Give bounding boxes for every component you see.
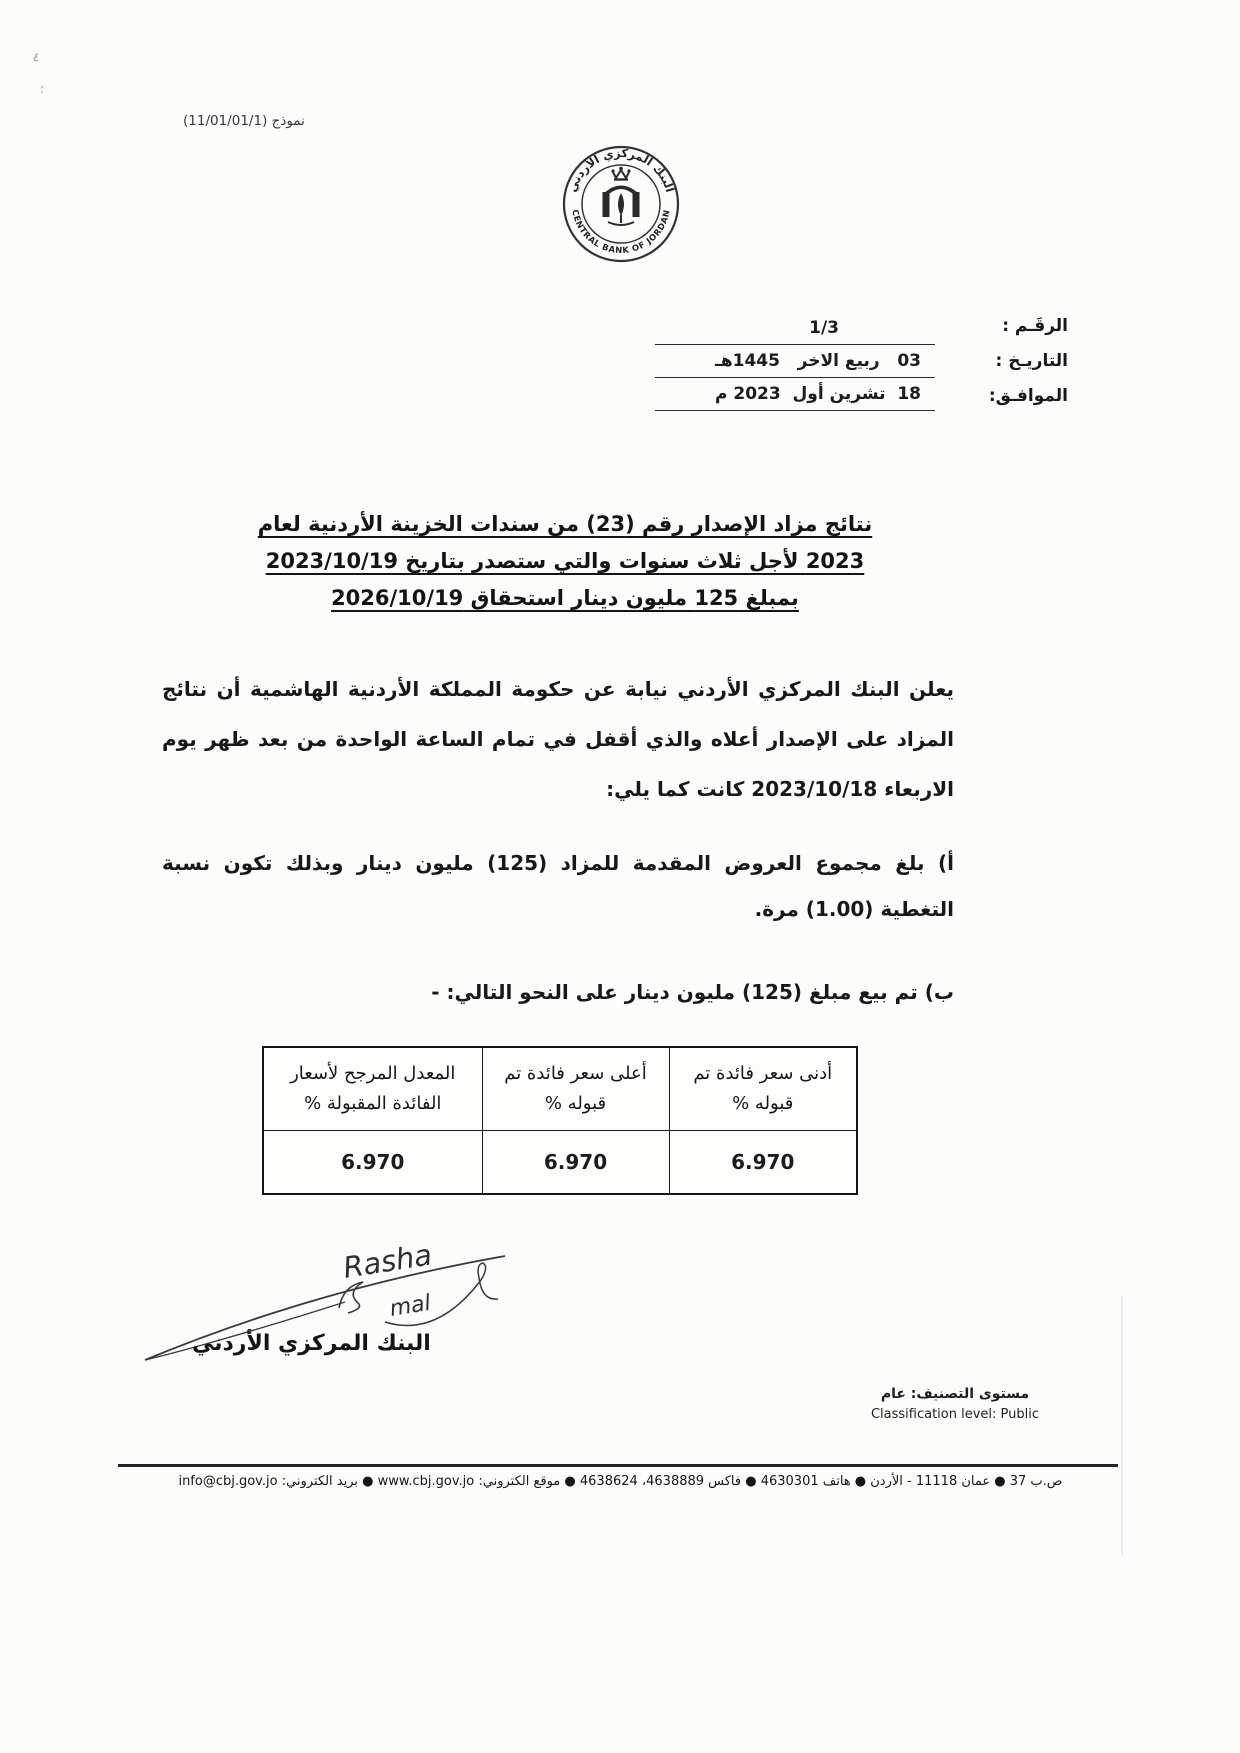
- seal-graphic: [558, 141, 684, 267]
- intro-paragraph: يعلن البنك المركزي الأردني نيابة عن حكومة المملكة الأردنية الهاشمية أن نتائج المزاد على الإصدار أعلاه والذي أقفل في تمام الساعة الواحدة من بعد ظهر يوم الاربعاء 2023/10/18 كانت كما يلي:: [162, 677, 954, 801]
- gregorian-day: 18: [897, 384, 921, 404]
- header-max-rate: أعلى سعر فائدة تم قبوله %: [482, 1047, 669, 1131]
- ref-number-row: [655, 312, 935, 345]
- hijri-day: 03: [897, 351, 921, 371]
- scan-line-artifact: [1121, 1296, 1123, 1556]
- scan-artifact: ؛: [40, 82, 44, 96]
- classification-block: [860, 1386, 1050, 1422]
- signature-second-name: mal: [388, 1290, 433, 1322]
- footer-divider: [118, 1464, 1118, 1467]
- ref-hijri-date-row: [655, 345, 935, 378]
- table-row: [263, 1131, 857, 1195]
- form-number: نموذج (11/01/01/1): [183, 113, 305, 129]
- ref-gregorian-date-row: [655, 378, 935, 411]
- signing-entity: البنك المركزي الأردني: [192, 1331, 431, 1356]
- table-header-row: [263, 1047, 857, 1131]
- header-weighted-avg-rate: المعدل المرجح لأسعار الفائدة المقبولة %: [263, 1047, 482, 1131]
- hijri-year: 1445هـ: [715, 351, 780, 371]
- scan-artifact: ٤: [31, 49, 41, 65]
- seal-english-name: CENTRAL BANK OF JORDAN: [570, 208, 672, 256]
- gregorian-year: 2023 م: [715, 384, 781, 404]
- hijri-month: ربيع الاخر: [797, 351, 880, 371]
- auction-results-table: [262, 1046, 858, 1195]
- header-min-rate: أدنى سعر فائدة تم قبوله %: [669, 1047, 857, 1131]
- title-line-3: بمبلغ 125 مليون دينار استحقاق 2026/10/19: [331, 586, 799, 610]
- seal-arabic-name: البنك المركزي الأردني: [564, 145, 678, 194]
- ref-number-label: الرقَـم :: [1002, 316, 1068, 336]
- gregorian-month: تشرين أول: [792, 384, 886, 404]
- item-b-line: ب) تم بيع مبلغ (125) مليون دينار على النحو التالي: -: [431, 980, 954, 1004]
- ref-date-label: التاريـخ :: [995, 351, 1068, 371]
- value-min-rate: 6.970: [669, 1131, 857, 1195]
- value-weighted-avg-rate: 6.970: [263, 1131, 482, 1195]
- central-bank-seal: [558, 141, 684, 267]
- title-line-2: 2023 لأجل ثلاث سنوات والتي ستصدر بتاريخ 2023/10/19: [265, 549, 865, 573]
- classification-ar: مستوى التصنيف: عام: [880, 1386, 1030, 1402]
- item-a-paragraph: أ) بلغ مجموع العروض المقدمة للمزاد (125) مليون دينار وبذلك تكون نسبة التغطية (1.00) مرة.: [162, 851, 954, 921]
- ref-gregorian-label: الموافـق:: [988, 386, 1068, 406]
- classification-en: Classification level: Public: [870, 1407, 1040, 1422]
- signature-first-name: Rasha: [340, 1237, 435, 1285]
- ref-number-value: 1/3: [809, 318, 839, 338]
- seal-crown-emblem-icon: [603, 167, 640, 225]
- title-line-1: نتائج مزاد الإصدار رقم (23) من سندات الخزينة الأردنية لعام: [257, 512, 873, 536]
- document-title: [245, 506, 885, 617]
- ref-values-block: [655, 312, 935, 411]
- footer-contact-line: ص.ب 37 ● عمان 11118 - الأردن ● هاتف 4630301 ● فاكس 4638889، 4638624 ● موقع الكتروني: www.cbj.gov.jo ● بريد الكتروني: info@cbj.gov.jo: [178, 1474, 1063, 1489]
- value-max-rate: 6.970: [482, 1131, 669, 1195]
